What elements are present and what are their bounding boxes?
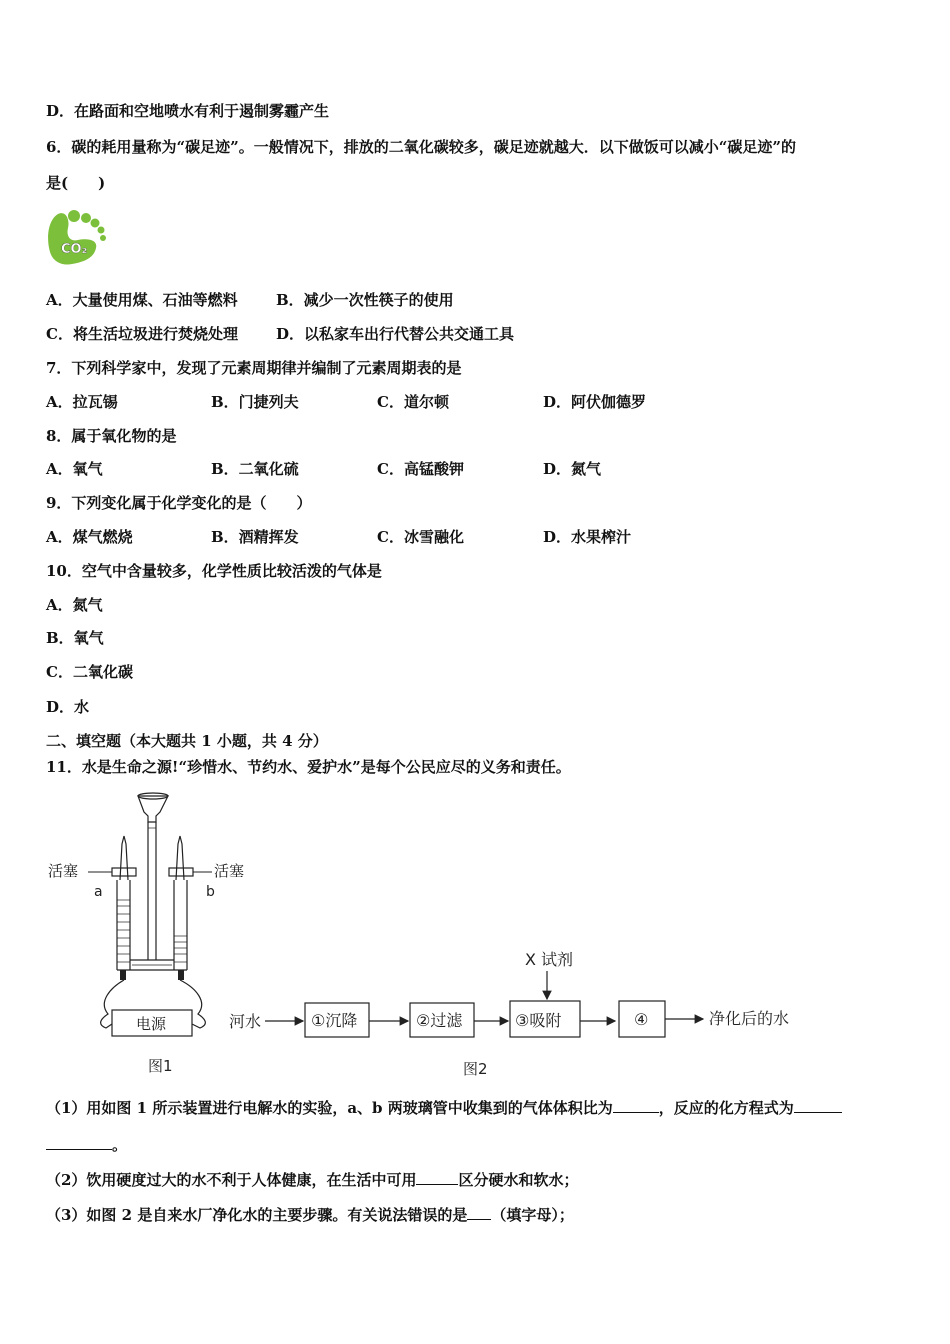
power-source-label: 电源 <box>136 1015 167 1033</box>
q11-sub1-part-a: （1）用如图 1 所示装置进行电解水的实验，a、b 两玻璃管中收集到的气体体积比为 <box>46 1099 613 1117</box>
answer-blank-equation-part2[interactable] <box>46 1135 112 1150</box>
figure1-caption: 图1 <box>148 1057 173 1075</box>
q6-option-d: D．以私家车出行代替公共交通工具 <box>276 325 515 343</box>
tube-a-label: a <box>94 884 103 900</box>
q9-option-a: A．煤气燃烧 <box>46 528 133 546</box>
river-water-label: 河水 <box>229 1012 262 1031</box>
q11-sub3-part-a: （3）如图 2 是自来水厂净化水的主要步骤。有关说法错误的是 <box>46 1206 468 1224</box>
q11-sub1-end: 。 <box>112 1136 128 1154</box>
step-4-label: ④ <box>634 1010 649 1029</box>
step-filtration-label: ②过滤 <box>416 1011 463 1030</box>
q6-stem-line1: 6．碳的耗用量称为“碳足迹”。一般情况下，排放的二氧化碳较多，碳足迹就越大．以下做饭可以减小“碳足迹”的 <box>46 138 796 156</box>
q7-option-a: A．拉瓦锡 <box>46 393 118 411</box>
figure2-caption: 图2 <box>463 1060 488 1078</box>
tube-b-label: b <box>206 884 215 900</box>
q8-option-d: D．氮气 <box>543 460 602 478</box>
q8-stem: 8．属于氧化物的是 <box>46 427 177 445</box>
q11-sub1-part-b: ，反应的化方程式为 <box>658 1099 794 1117</box>
stopcock-left-label: 活塞 <box>48 862 79 880</box>
q7-option-c: C．道尔顿 <box>377 393 449 411</box>
q11-sub1-line1 <box>46 1098 842 1118</box>
reagent-x-label: X 试剂 <box>525 950 574 969</box>
q10-option-d: D．水 <box>46 698 90 716</box>
step-sedimentation-label: ①沉降 <box>311 1011 358 1030</box>
q10-option-c: C．二氧化碳 <box>46 663 133 681</box>
step-adsorption-label: ③吸附 <box>515 1011 562 1030</box>
q8-option-b: B．二氧化硫 <box>211 460 299 478</box>
q6-option-a: A．大量使用煤、石油等燃料 <box>46 291 238 309</box>
answer-blank-volume-ratio[interactable] <box>613 1098 659 1113</box>
q10-option-b: B．氧气 <box>46 629 104 647</box>
q7-option-b: B．门捷列夫 <box>211 393 299 411</box>
q6-option-c: C．将生活垃圾进行焚烧处理 <box>46 325 238 343</box>
q6-option-b: B．减少一次性筷子的使用 <box>276 291 454 309</box>
q7-stem: 7．下列科学家中，发现了元素周期律并编制了元素周期表的是 <box>46 359 462 377</box>
figure2-purification-flow <box>225 945 815 1080</box>
q11-sub1-line2 <box>46 1135 127 1155</box>
stopcock-right-label: 活塞 <box>214 862 245 880</box>
q11-sub2-part-b: 区分硬水和软水； <box>458 1171 579 1189</box>
q5-option-d: D．在路面和空地喷水有利于遏制雾霾产生 <box>46 102 330 120</box>
q9-stem: 9．下列变化属于化学变化的是（ ） <box>46 494 312 512</box>
answer-blank-hard-water-test[interactable] <box>416 1170 458 1185</box>
q7-option-d: D．阿伏伽德罗 <box>543 393 647 411</box>
section2-heading: 二、填空题（本大题共 1 小题，共 4 分） <box>46 732 328 750</box>
q11-sub2-part-a: （2）饮用硬度过大的水不利于人体健康，在生活中可用 <box>46 1171 417 1189</box>
co2-logo-text: CO₂ <box>61 242 88 257</box>
q8-option-a: A．氧气 <box>46 460 103 478</box>
q11-sub2 <box>46 1170 578 1190</box>
answer-blank-wrong-statement[interactable] <box>467 1205 491 1220</box>
q11-sub3-part-b: （填字母）； <box>491 1206 574 1224</box>
q10-option-a: A．氮气 <box>46 596 103 614</box>
q8-option-c: C．高锰酸钾 <box>377 460 464 478</box>
q9-option-d: D．水果榨汁 <box>543 528 632 546</box>
q11-stem: 11．水是生命之源!“珍惜水、节约水、爱护水”是每个公民应尽的义务和责任。 <box>46 758 571 776</box>
answer-blank-equation-part1[interactable] <box>794 1098 842 1113</box>
q6-stem-line2: 是( ) <box>46 174 106 192</box>
q11-sub3 <box>46 1205 574 1225</box>
purified-water-label: 净化后的水 <box>709 1009 790 1028</box>
q9-option-c: C．冰雪融化 <box>377 528 464 546</box>
footprint-co2-icon <box>44 204 106 268</box>
q10-stem: 10．空气中含量较多，化学性质比较活泼的气体是 <box>46 562 382 580</box>
q9-option-b: B．酒精挥发 <box>211 528 299 546</box>
